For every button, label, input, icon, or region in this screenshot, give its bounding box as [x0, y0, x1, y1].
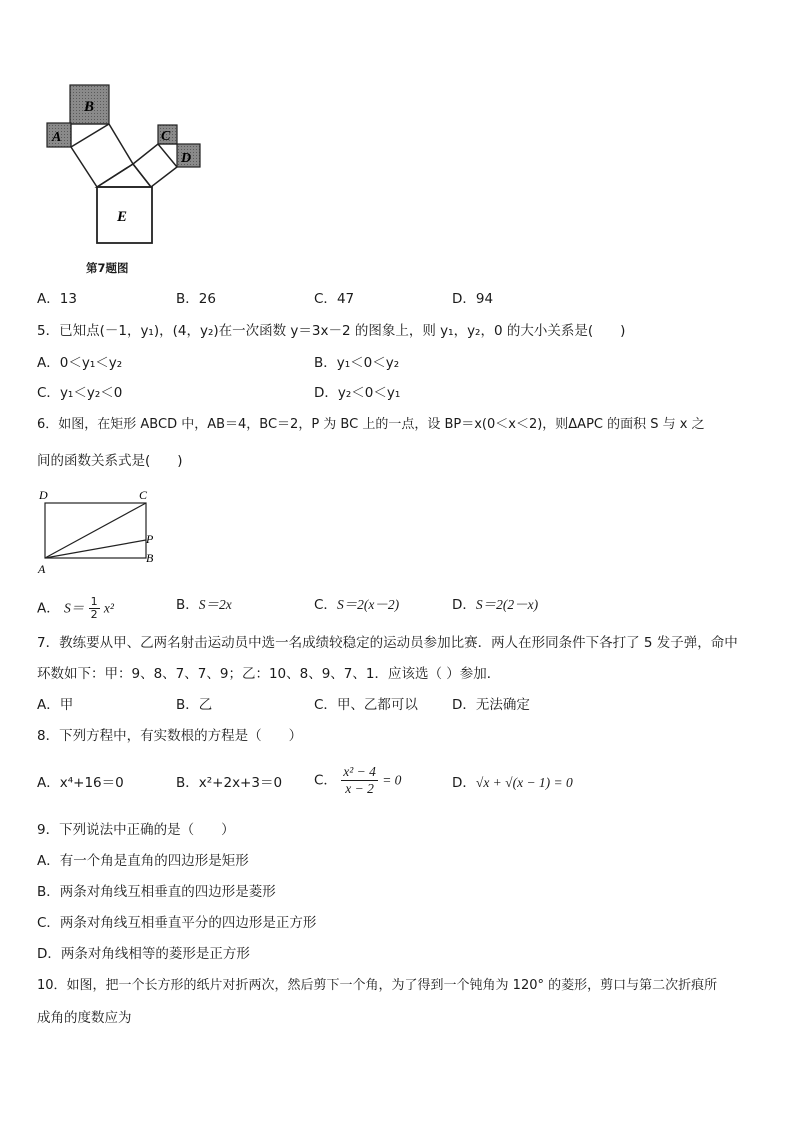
q5-stem: 5．已知点(－1，y₁)，(4，y₂)在一次函数 y＝3x－2 的图象上，则 y₁，y₂，0 的大小关系是( ): [37, 323, 626, 339]
q7-option-b[interactable]: B．乙: [176, 697, 213, 713]
q10-stem-line1: 10．如图，把一个长方形的纸片对折两次，然后剪下一个角，为了得到一个钝角为 120° 的菱形，剪口与第二次折痕所: [37, 978, 718, 993]
label-e: E: [117, 209, 128, 225]
q6-stem-line2: 间的函数关系式是( ): [37, 453, 183, 469]
q7-option-d[interactable]: D．无法确定: [452, 697, 530, 713]
q8-option-b[interactable]: B．x²+2x+3＝0: [176, 775, 283, 791]
q6-option-c[interactable]: C．S＝2(x－2): [314, 597, 400, 613]
label-p: P: [146, 532, 154, 546]
tilted-square-left: [71, 124, 133, 187]
q4-option-a[interactable]: A．13: [37, 291, 77, 307]
q7-stem-line1: 7．教练要从甲、乙两名射击运动员中选一名成绩较稳定的运动员参加比赛．两人在形同条件下各打了 5 发子弹，命中: [37, 635, 738, 651]
q5-option-d[interactable]: D．y₂＜0＜y₁: [314, 385, 401, 401]
q8-option-c[interactable]: C． $\frac{\text{x² − 4}}{x - 2}$ = 0: [314, 764, 402, 796]
fraction-half: $\frac{1}{2}$: [90, 595, 98, 621]
label-c: C: [161, 129, 171, 144]
q9-option-d[interactable]: D．两条对角线相等的菱形是正方形: [37, 946, 250, 962]
q7-option-c[interactable]: C．甲、乙都可以: [314, 697, 418, 713]
q4-option-c[interactable]: C．47: [314, 291, 355, 307]
label-c: C: [139, 488, 148, 502]
segment-ac: [45, 503, 146, 558]
q6-option-a[interactable]: A． S＝ $\frac{1}{2}$ x²: [37, 595, 114, 621]
label-d: D: [181, 151, 192, 166]
q6-option-d[interactable]: D．S＝2(2－x): [452, 597, 539, 613]
q6-option-b[interactable]: B．S＝2x: [176, 597, 232, 613]
q9-stem: 9．下列说法中正确的是（ ）: [37, 822, 235, 838]
figure-rectangle: [36, 485, 166, 577]
fraction-expression: $\frac{\text{x² − 4}}{x - 2}$: [343, 764, 376, 796]
label-b: B: [84, 99, 95, 115]
q9-option-a[interactable]: A．有一个角是直角的四边形是矩形: [37, 853, 249, 869]
tilted-square-right: [133, 144, 177, 187]
label-d: D: [39, 488, 48, 502]
q5-option-a[interactable]: A．0＜y₁＜y₂: [37, 355, 123, 371]
q7-option-a[interactable]: A．甲: [37, 697, 74, 713]
q8-option-d[interactable]: D．√x + √(x − 1) = 0: [452, 775, 573, 791]
q10-stem-line2: 成角的度数应为: [37, 1010, 132, 1026]
q7-stem-line2: 环数如下：甲：9、8、7、7、9；乙：10、8、9、7、1．应该选（ ）参加．: [37, 666, 501, 682]
q9-option-c[interactable]: C．两条对角线互相垂直平分的四边形是正方形: [37, 915, 317, 931]
q5-option-b[interactable]: B．y₁＜0＜y₂: [314, 355, 400, 371]
q4-option-d[interactable]: D．94: [452, 291, 494, 307]
segment-ap: [45, 540, 146, 558]
figure-squares: [40, 80, 210, 250]
q4-option-b[interactable]: B．26: [176, 291, 216, 307]
q6-stem-line1: 6．如图，在矩形 ABCD 中，AB＝4，BC＝2，P 为 BC 上的一点，设 BP＝x(0＜x＜2)，则ΔAPC 的面积 S 与 x 之: [37, 417, 705, 432]
label-b: B: [146, 551, 154, 565]
q5-option-c[interactable]: C．y₁＜y₂＜0: [37, 385, 123, 401]
figure-caption: 第7题图: [86, 261, 129, 275]
q8-stem: 8．下列方程中，有实数根的方程是（ ）: [37, 728, 303, 744]
q9-option-b[interactable]: B．两条对角线互相垂直的四边形是菱形: [37, 884, 276, 900]
label-a: A: [52, 130, 62, 145]
q8-option-a[interactable]: A．x⁴+16＝0: [37, 775, 124, 791]
label-a: A: [38, 562, 46, 576]
